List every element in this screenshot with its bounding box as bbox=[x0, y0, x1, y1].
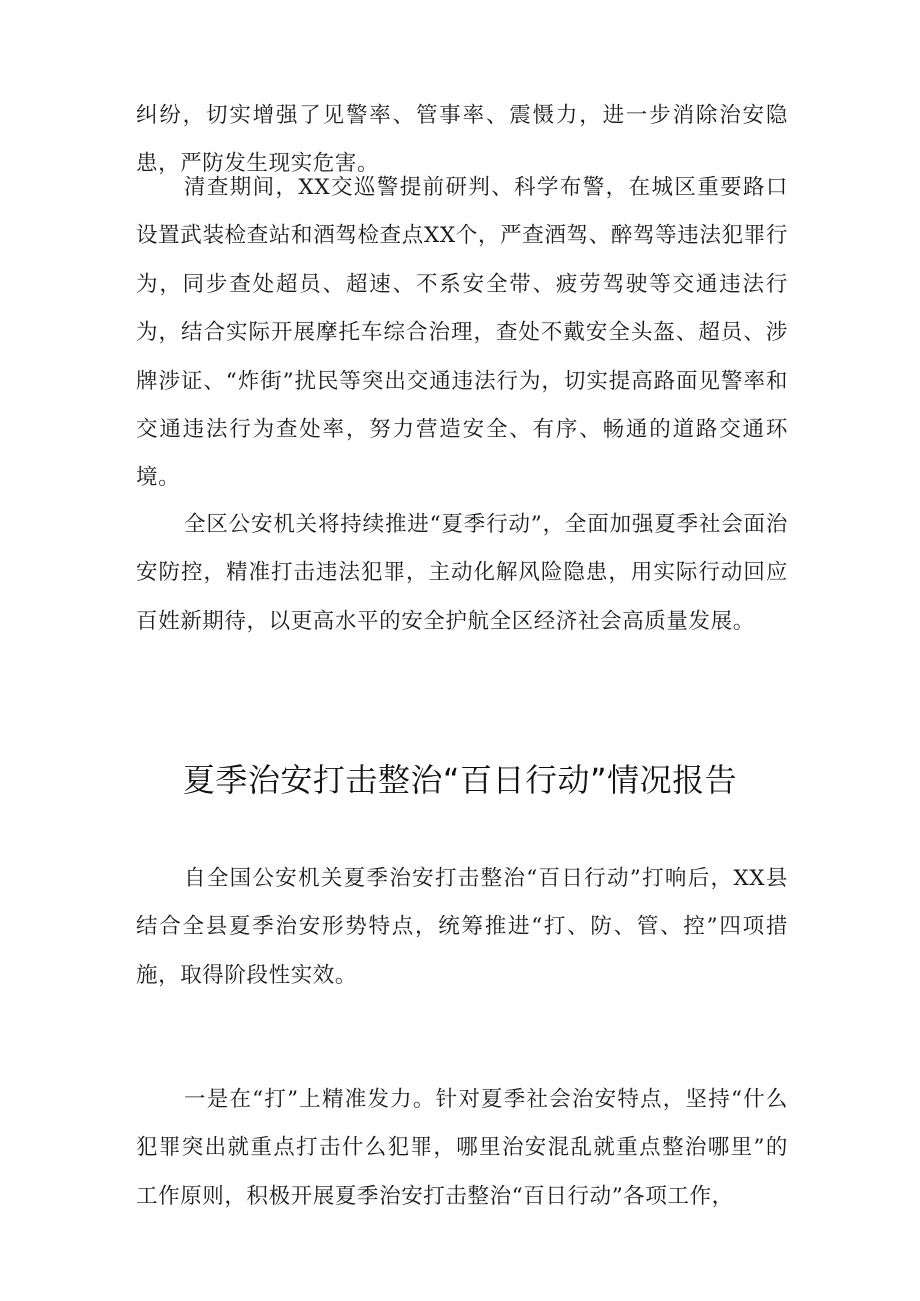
paragraph-point-one: 一是在“打”上精准发力。针对夏季社会治安特点，坚持“什么犯罪突出就重点打击什么犯罪，哪里治安混乱就重点整治哪里”的工作原则，积极开展夏季治安打击整治“百日行动”各项工作， bbox=[136, 1087, 788, 1209]
report-title: 夏季治安打击整治“百日行动”情况报告 bbox=[182, 761, 738, 799]
paragraph-inspection-period: 清查期间，XX交巡警提前研判、科学布警，在城区重要路口设置武装检查站和酒驾检查点XX个，严查酒驾、醉驾等违法犯罪行为，同步查处超员、超速、不系安全带、疲劳驾驶等交通违法行为，结合实际开展摩托车综合治理，查处不戴安全头盔、超员、涉牌涉证、“炸街”扰民等突出交通违法行为，切实提高路面见警率和交通违法行为查处率，努力营造安全、有序、畅通的道路交通环境。 bbox=[136, 175, 788, 491]
paragraph-intro: 自全国公安机关夏季治安打击整治“百日行动”打响后，XX县结合全县夏季治安形势特点，统筹推进“打、防、管、控”四项措施，取得阶段性实效。 bbox=[136, 866, 788, 988]
paragraph-continuation: 纠纷，切实增强了见警率、管事率、震慑力，进一步消除治安隐患，严防发生现实危害。 bbox=[136, 103, 788, 177]
paragraph-summer-action: 全区公安机关将持续推进“夏季行动”，全面加强夏季社会面治安防控，精准打击违法犯罪，主动化解风险隐患，用实际行动回应百姓新期待，以更高水平的安全护航全区经济社会高质量发展。 bbox=[136, 512, 788, 634]
